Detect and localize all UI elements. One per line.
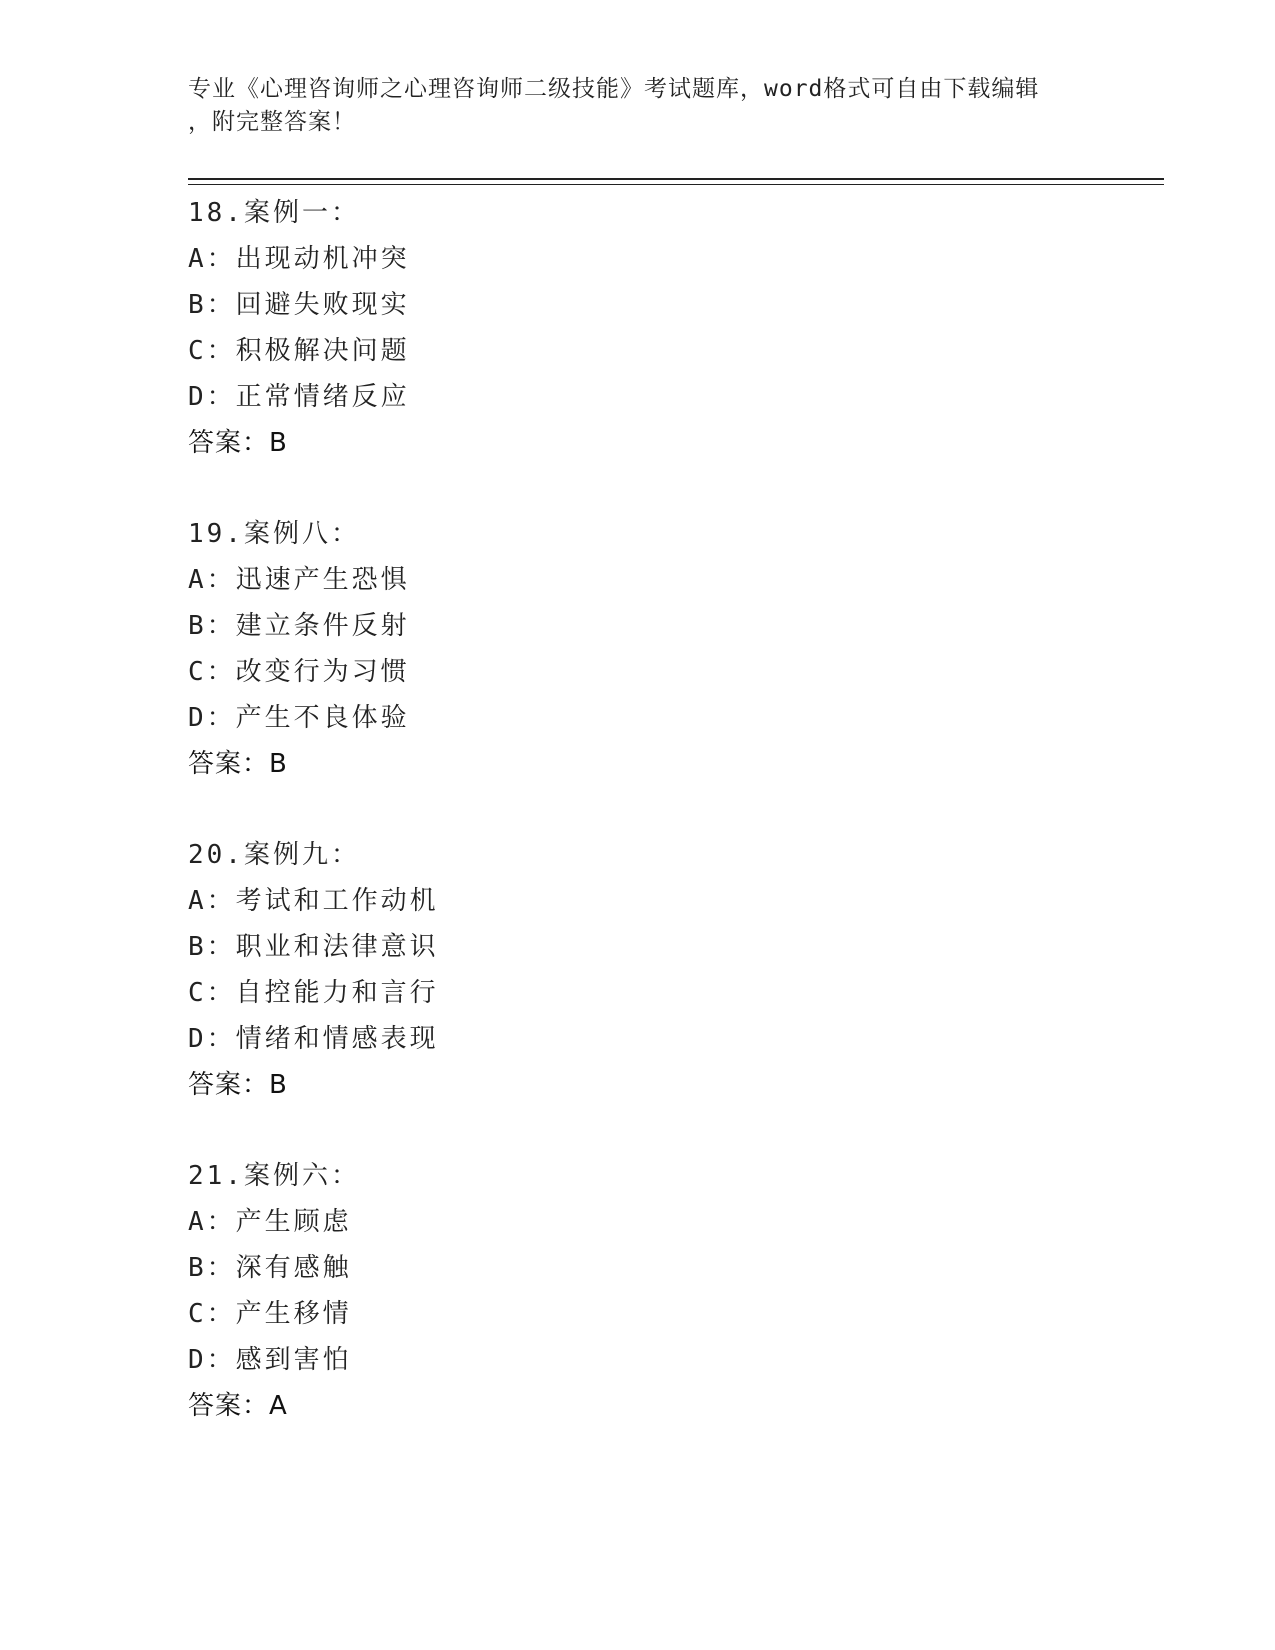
header-line-1: 专业《心理咨询师之心理咨询师二级技能》考试题库，word格式可自由下载编辑	[188, 76, 1040, 102]
answer: 答案：B	[188, 428, 288, 458]
option-c: C：自控能力和言行	[188, 978, 439, 1008]
option-b: B：回避失败现实	[188, 290, 410, 320]
option-b: B：职业和法律意识	[188, 932, 439, 962]
option-a: A：产生顾虑	[188, 1207, 352, 1237]
option-a: A：考试和工作动机	[188, 886, 439, 916]
header-divider	[188, 178, 1164, 185]
question-title: 19.案例八：	[188, 519, 360, 549]
answer: 答案：B	[188, 749, 288, 779]
question-21	[188, 1153, 1088, 1429]
question-18	[188, 190, 1088, 466]
document-header	[188, 73, 1068, 139]
option-a: A：迅速产生恐惧	[188, 565, 410, 595]
answer: 答案：B	[188, 1070, 288, 1100]
question-title: 18.案例一：	[188, 198, 360, 228]
question-list	[188, 190, 1088, 1429]
question-19	[188, 511, 1088, 787]
option-c: C：积极解决问题	[188, 336, 410, 366]
option-c: C：产生移情	[188, 1299, 352, 1329]
option-d: D：情绪和情感表现	[188, 1024, 439, 1054]
option-d: D：感到害怕	[188, 1345, 352, 1375]
option-b: B：深有感触	[188, 1253, 352, 1283]
option-d: D：正常情绪反应	[188, 382, 410, 412]
header-line-2: ，附完整答案！	[188, 109, 356, 135]
question-title: 21.案例六：	[188, 1161, 360, 1191]
option-b: B：建立条件反射	[188, 611, 410, 641]
question-20	[188, 832, 1088, 1108]
option-d: D：产生不良体验	[188, 703, 410, 733]
option-a: A：出现动机冲突	[188, 244, 410, 274]
option-c: C：改变行为习惯	[188, 657, 410, 687]
answer: 答案：A	[188, 1391, 288, 1421]
question-title: 20.案例九：	[188, 840, 360, 870]
